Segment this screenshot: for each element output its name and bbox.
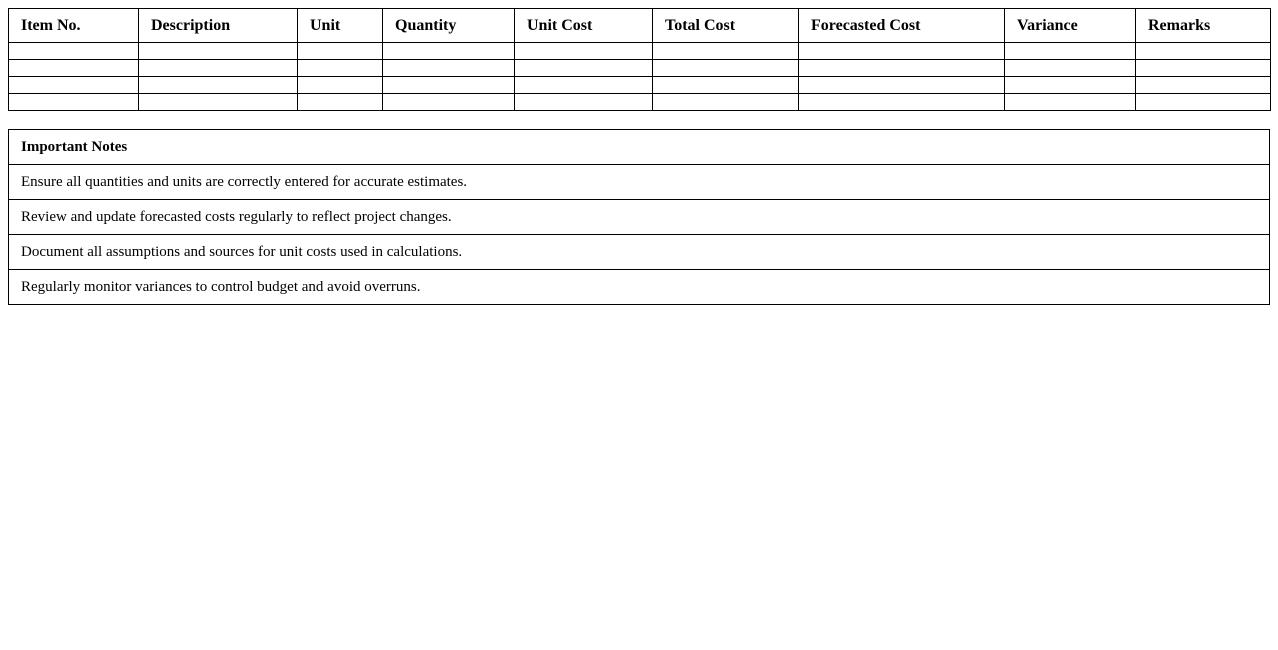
column-header-remarks: Remarks [1136,9,1271,43]
table-row [9,43,1271,60]
table-cell[interactable] [799,60,1005,77]
table-cell[interactable] [799,77,1005,94]
cost-table-body [9,43,1271,111]
table-cell[interactable] [139,77,298,94]
table-cell[interactable] [9,43,139,60]
note-text: Document all assumptions and sources for unit costs used in calculations. [9,235,1270,270]
table-cell[interactable] [515,43,653,60]
table-cell[interactable] [383,77,515,94]
table-row [9,94,1271,111]
table-cell[interactable] [1005,43,1136,60]
table-cell[interactable] [9,60,139,77]
notes-title: Important Notes [9,130,1270,165]
notes-header-row [9,130,1270,165]
cost-estimate-table [8,8,1271,111]
table-cell[interactable] [515,94,653,111]
table-cell[interactable] [1005,77,1136,94]
note-row [9,235,1270,270]
note-row [9,165,1270,200]
table-cell[interactable] [1136,94,1271,111]
table-cell[interactable] [9,94,139,111]
column-header-variance: Variance [1005,9,1136,43]
table-cell[interactable] [1136,43,1271,60]
table-cell[interactable] [298,43,383,60]
column-header-quantity: Quantity [383,9,515,43]
table-cell[interactable] [799,43,1005,60]
table-cell[interactable] [1136,77,1271,94]
table-cell[interactable] [383,43,515,60]
table-cell[interactable] [298,94,383,111]
column-header-forecasted-cost: Forecasted Cost [799,9,1005,43]
table-cell[interactable] [653,77,799,94]
column-header-item-no: Item No. [9,9,139,43]
table-cell[interactable] [653,43,799,60]
table-cell[interactable] [139,60,298,77]
table-cell[interactable] [799,94,1005,111]
table-cell[interactable] [515,77,653,94]
column-header-description: Description [139,9,298,43]
note-row [9,270,1270,305]
table-row [9,77,1271,94]
page-content [8,8,1270,305]
note-row [9,200,1270,235]
table-cell[interactable] [298,77,383,94]
table-cell[interactable] [515,60,653,77]
important-notes-table [8,129,1270,305]
table-cell[interactable] [383,60,515,77]
table-cell[interactable] [653,94,799,111]
column-header-unit: Unit [298,9,383,43]
table-cell[interactable] [1005,94,1136,111]
note-text: Review and update forecasted costs regularly to reflect project changes. [9,200,1270,235]
table-cell[interactable] [298,60,383,77]
table-header-row [9,9,1271,43]
note-text: Ensure all quantities and units are correctly entered for accurate estimates. [9,165,1270,200]
table-row [9,60,1271,77]
note-text: Regularly monitor variances to control budget and avoid overruns. [9,270,1270,305]
table-cell[interactable] [139,43,298,60]
table-cell[interactable] [139,94,298,111]
table-cell[interactable] [9,77,139,94]
table-cell[interactable] [653,60,799,77]
column-header-unit-cost: Unit Cost [515,9,653,43]
table-cell[interactable] [1005,60,1136,77]
column-header-total-cost: Total Cost [653,9,799,43]
table-cell[interactable] [1136,60,1271,77]
table-cell[interactable] [383,94,515,111]
